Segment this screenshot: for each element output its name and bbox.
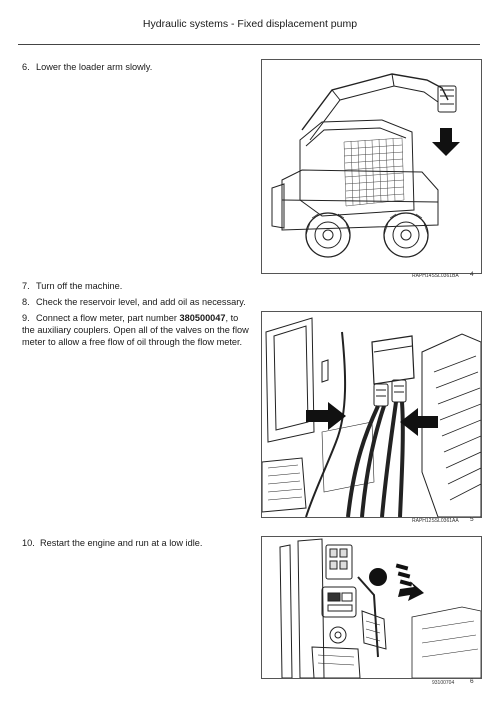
figure-6-id: 93100704 — [432, 680, 455, 686]
couplers-illustration — [262, 312, 481, 517]
page-header-title: Hydraulic systems - Fixed displacement pump — [142, 18, 358, 30]
step-7 — [22, 280, 247, 292]
figure-throttle-control — [261, 536, 482, 679]
step-7-text: Turn off the machine. — [36, 281, 123, 291]
figure-skid-steer-loader — [261, 59, 482, 274]
step-6-number: 6. — [22, 62, 30, 72]
down-arrow-icon — [432, 128, 460, 156]
step-6 — [22, 61, 247, 73]
header-rule — [18, 44, 480, 45]
step-9 — [22, 312, 252, 348]
step-8-number: 8. — [22, 297, 30, 307]
idle-arrow-icon — [396, 564, 424, 601]
step-9-number: 9. — [22, 313, 30, 323]
figure-5-number: 5 — [470, 516, 474, 523]
figure-4-id: RAPH14SSL0361BA — [412, 273, 459, 279]
throttle-illustration — [262, 537, 481, 678]
step-8-text: Check the reservoir level, and add oil as necessary. — [36, 297, 246, 307]
figure-6-number: 6 — [470, 678, 474, 685]
step-6-text: Lower the loader arm slowly. — [36, 62, 153, 72]
figure-4-number: 4 — [470, 271, 474, 278]
step-9-part-number: 380500047 — [179, 313, 226, 323]
throttle-knob-icon — [369, 568, 387, 586]
step-10-number: 10. — [22, 538, 35, 548]
step-8 — [22, 296, 272, 308]
skid-steer-illustration — [262, 60, 481, 273]
left-arrow-icon — [400, 408, 438, 436]
step-10 — [22, 537, 252, 549]
step-7-number: 7. — [22, 281, 30, 291]
step-9-text-after: , to the auxiliary couplers. Open all of the valves on the flow meter to allow a free flow of oil through the flow meter. — [22, 313, 249, 347]
figure-5-id: RAPH12SSL0361AA — [412, 518, 459, 524]
figure-auxiliary-couplers — [261, 311, 482, 518]
step-9-text-before: Connect a flow meter, part number — [36, 313, 177, 323]
step-10-text: Restart the engine and run at a low idle. — [40, 538, 203, 548]
